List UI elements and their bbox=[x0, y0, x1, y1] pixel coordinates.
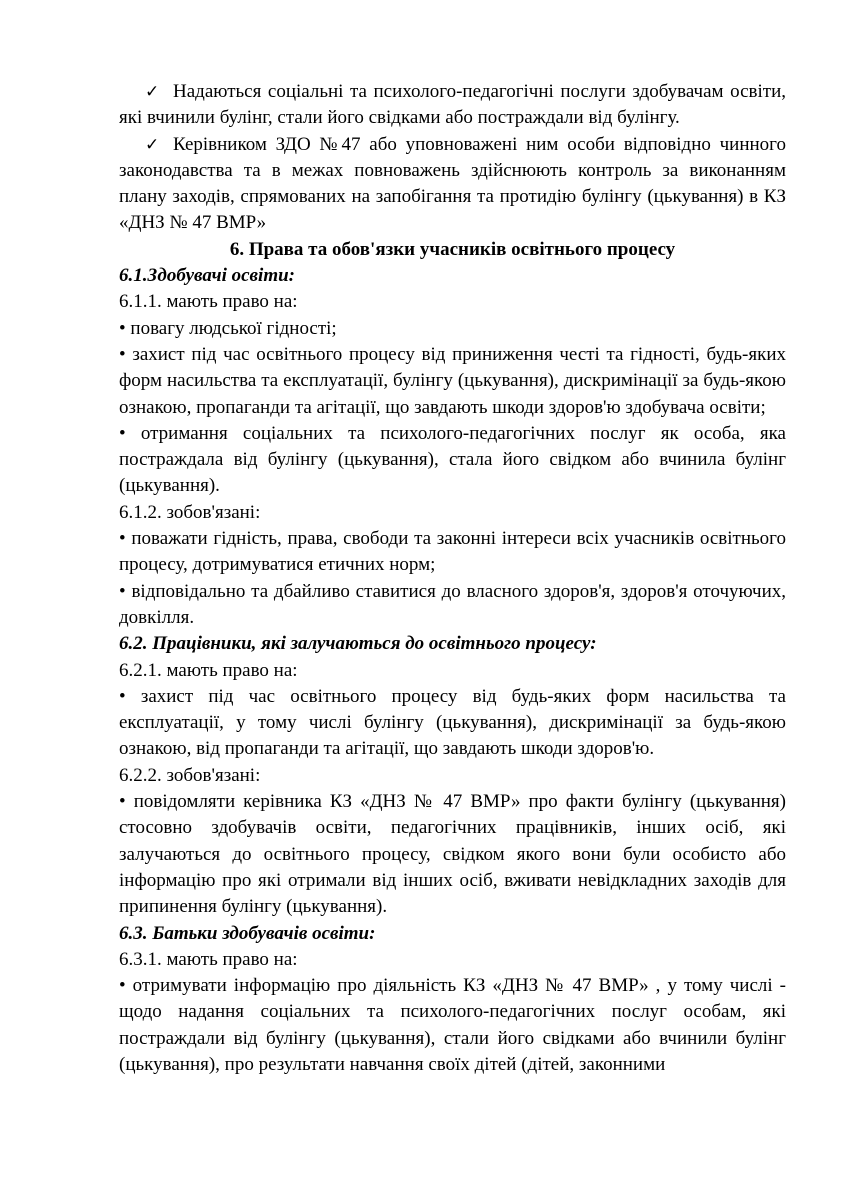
checkmark-icon: ✓ bbox=[145, 82, 160, 102]
clause-label: 6.2.2. зобов'язані: bbox=[119, 764, 261, 786]
list-item: • відповідально та дбайливо ставитися до власного здоров'я, здоров'я оточуючих, довкілля. bbox=[119, 580, 786, 628]
section-title: 6. Права та обов'язки учасників освітнього процесу bbox=[229, 238, 676, 260]
list-item: • отримувати інформацію про діяльність КЗ «ДНЗ № 47 ВМР» , у тому числі - щодо надання соціальних та психолого-педагогічних послуг особам, які постраждали від булінгу (цькування), стали його свідками або вчинили булінг (цькування), про результати навчання своїх дітей (дітей, законними bbox=[119, 975, 786, 1075]
clause-label: 6.1.1. мають право на: bbox=[119, 291, 298, 313]
subsection-title-students: 6.1.Здобувачі освіти: bbox=[119, 265, 295, 287]
list-item: • повідомляти керівника КЗ «ДНЗ № 47 ВМР» про факти булінгу (цькування) стосовно здобувачів освіти, педагогічних працівників, інших осіб, які залучаються до освітнього процесу, свідком якого вони були особисто або інформацію про які отримали від інших осіб, вживати невідкладних заходів для припинення булінгу (цькування). bbox=[119, 791, 786, 918]
intro-item-control bbox=[119, 132, 786, 237]
checkmark-icon: ✓ bbox=[145, 134, 160, 155]
clause-label: 6.3.1. мають право на: bbox=[119, 948, 298, 970]
subsection-title-parents: 6.3. Батьки здобувачів освіти: bbox=[119, 922, 376, 944]
document-body bbox=[119, 79, 786, 1078]
intro-item-social-services bbox=[119, 79, 786, 132]
clause-label: 6.1.2. зобов'язані: bbox=[119, 501, 261, 523]
clause-label: 6.2.1. мають право на: bbox=[119, 659, 298, 681]
list-item: • отримання соціальних та психолого-педагогічних послуг як особа, яка постраждала від булінгу (цькування), стала його свідком або вчинила булінг (цькування). bbox=[119, 422, 786, 497]
list-item: • захист під час освітнього процесу від будь-яких форм насильства та експлуатації, у тому числі булінгу (цькування), дискримінації за будь-якою ознакою, від пропаганди та агітації, що завдають шкоди здоров'ю. bbox=[119, 685, 786, 760]
list-item: • захист під час освітнього процесу від приниження честі та гідності, будь-яких форм насильства та експлуатації, булінгу (цькування), дискримінації за будь-якою ознакою, пропаганди та агітації, що завдають шкоди здоров'ю здобувача освіти; bbox=[119, 343, 786, 418]
intro-item-text: Надаються соціальні та психолого-педагогічні послуги здобувачам освіти, які вчинили булінг, стали його свідками або постраждали від булінгу. bbox=[119, 81, 786, 129]
intro-item-text: Керівником ЗДО №47 або уповноважені ним особи відповідно чинного законодавства та в межах повноважень здійснюють контроль за виконанням плану заходів, спрямованих на запобігання та протидію булінгу (цькування) в КЗ «ДНЗ № 47 ВМР» bbox=[119, 133, 786, 234]
subsection-title-staff: 6.2. Працівники, які залучаються до освітнього процесу: bbox=[119, 633, 597, 655]
list-item: • поважати гідність, права, свободи та законні інтереси всіх учасників освітнього процесу, дотримуватися етичних норм; bbox=[119, 528, 786, 576]
list-item: • повагу людської гідності; bbox=[119, 317, 337, 339]
